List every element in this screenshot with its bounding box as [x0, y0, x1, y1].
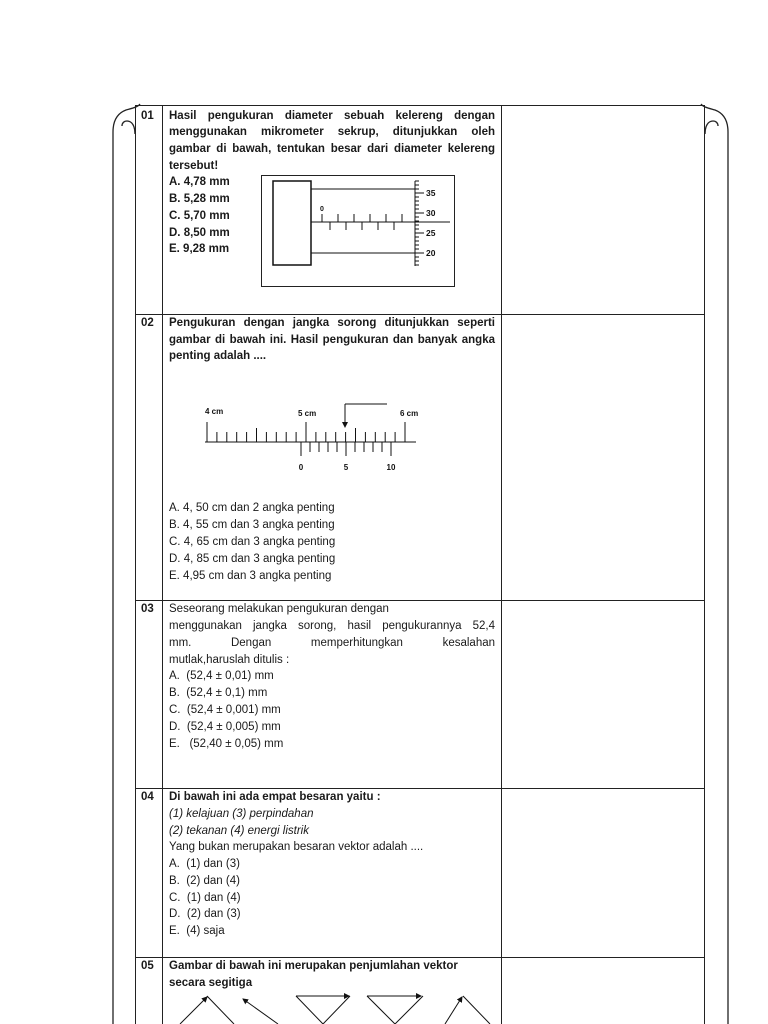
answer-cell [502, 315, 705, 600]
vernier-label: 5 [343, 463, 349, 472]
stem-line: gambar di bawah ini. Hasil pengukuran dan banyak angka [169, 333, 495, 346]
question-row-04 [135, 788, 705, 957]
stem-line: Hasil pengukuran diameter sebuah kelereng dengan [169, 109, 495, 122]
option-e: E. (4) saja [169, 925, 225, 937]
stem-line: mm. Dengan memperhitungkan kesalahan [169, 636, 495, 649]
scroll-right-edge [701, 104, 728, 1024]
option-b: B. (2) dan (4) [169, 874, 240, 887]
option-d: D. 4, 85 cm dan 3 angka penting [169, 553, 336, 565]
scroll-left-curl [122, 121, 135, 134]
option-c: C. (1) dan (4) [169, 891, 241, 904]
stem-line: menggunakan jangka sorong, hasil pengukurannya 52,4 [169, 619, 495, 632]
stem-line: tersebut! [169, 159, 219, 172]
question-text [169, 958, 495, 991]
question-row-02 [135, 314, 705, 600]
option-b: B. (52,4 ± 0,1) mm [169, 687, 268, 700]
option-d: D. 8,50 mm [169, 226, 230, 239]
micrometer-body [273, 181, 311, 265]
stem-line: gambar di bawah, tentukan besar dari diameter kelereng [169, 143, 495, 155]
vector-figure-c [296, 996, 350, 1024]
question-cell [163, 601, 502, 788]
quantity-item: (2) tekanan (4) energi listrik [169, 824, 309, 837]
main-scale-label: 6 cm [400, 409, 419, 418]
option-list [169, 500, 495, 585]
question-row-03 [135, 600, 705, 788]
main-scale-label: 5 cm [298, 409, 317, 418]
question-number: 04 [141, 791, 154, 803]
question-prompt: Yang bukan merupakan besaran vektor adalah .... [169, 841, 424, 854]
stem-line: penting adalah .... [169, 350, 267, 363]
vector-line [367, 996, 395, 1024]
stem-line: menggunakan mikrometer sekrup, ditunjukkan oleh [169, 126, 495, 139]
caliper-ticks [207, 422, 405, 456]
stem-line: Seseorang melakukan pengukuran dengan [169, 603, 389, 615]
option-b: B. 4, 55 cm dan 3 angka penting [169, 519, 335, 531]
question-text [169, 315, 495, 365]
thimble-label: 20 [426, 248, 436, 258]
thimble-label: 35 [426, 188, 436, 198]
question-cell [163, 315, 502, 600]
number-cell [135, 601, 163, 788]
vector-figure-d [367, 996, 423, 1024]
question-text [169, 789, 495, 940]
number-cell [135, 789, 163, 957]
stem-line: Di bawah ini ada empat besaran yaitu : [169, 791, 381, 803]
question-number: 05 [141, 960, 154, 972]
number-cell [135, 315, 163, 600]
number-cell [135, 106, 163, 314]
option-e: E. 4,95 cm dan 3 angka penting [169, 570, 332, 582]
vector-arrow [445, 997, 462, 1024]
option-e: E. 9,28 mm [169, 243, 230, 256]
vector-figure-e [445, 996, 490, 1024]
option-a: A. 4, 50 cm dan 2 angka penting [169, 502, 335, 514]
thimble-label: 25 [426, 228, 436, 238]
answer-cell [502, 601, 705, 788]
micrometer-ticks [322, 181, 424, 265]
option-b: B. 5,28 mm [169, 193, 230, 206]
question-text [169, 601, 495, 753]
stem-line: secara segitiga [169, 976, 253, 989]
question-row-05 [135, 957, 705, 1024]
vector-line [395, 996, 423, 1024]
main-scale-label: 4 cm [205, 407, 224, 416]
micrometer-figure [261, 175, 455, 287]
vector-figure-a [180, 996, 234, 1024]
vector-triangles-figure [163, 992, 502, 1024]
vector-line [463, 996, 490, 1024]
question-row-01 [135, 105, 705, 314]
vector-figure-b [243, 999, 278, 1024]
vector-line [296, 996, 323, 1024]
question-number: 03 [141, 603, 154, 615]
vernier-label: 10 [386, 463, 396, 472]
option-c: C. (52,4 ± 0,001) mm [169, 704, 281, 717]
answer-cell [502, 106, 705, 314]
option-c: C. 5,70 mm [169, 209, 230, 222]
answer-cell [502, 958, 705, 1024]
sleeve-zero-label: 0 [320, 206, 324, 213]
stem-line: Pengukuran dengan jangka sorong ditunjukkan seperti [169, 317, 495, 329]
quantity-item: (1) kelajuan (3) perpindahan [169, 807, 314, 820]
scroll-right-curl [705, 121, 718, 134]
option-d: D. (52,4 ± 0,005) mm [169, 720, 281, 733]
option-a: A. 4,78 mm [169, 176, 230, 189]
option-d: D. (2) dan (3) [169, 908, 241, 921]
question-number: 01 [141, 109, 154, 122]
option-a: A. (52,4 ± 0,01) mm [169, 670, 274, 683]
stem-line: mutlak,haruslah ditulis : [169, 653, 290, 666]
thimble-label: 30 [426, 208, 436, 218]
question-cell [163, 789, 502, 957]
vernier-label: 0 [298, 463, 304, 472]
answer-cell [502, 789, 705, 957]
vector-line [323, 996, 350, 1024]
question-number: 02 [141, 317, 154, 329]
stem-line: Gambar di bawah ini merupakan penjumlahan vektor [169, 960, 458, 972]
question-cell [163, 106, 502, 314]
option-c: C. 4, 65 cm dan 3 angka penting [169, 536, 336, 548]
question-cell [163, 958, 502, 1024]
number-cell [135, 958, 163, 1024]
vector-arrow [243, 999, 278, 1024]
vernier-caliper-figure [200, 400, 425, 475]
vector-line [207, 996, 234, 1024]
option-e: E. (52,40 ± 0,05) mm [169, 737, 284, 750]
vector-arrow [180, 997, 207, 1024]
option-a: A. (1) dan (3) [169, 858, 240, 870]
